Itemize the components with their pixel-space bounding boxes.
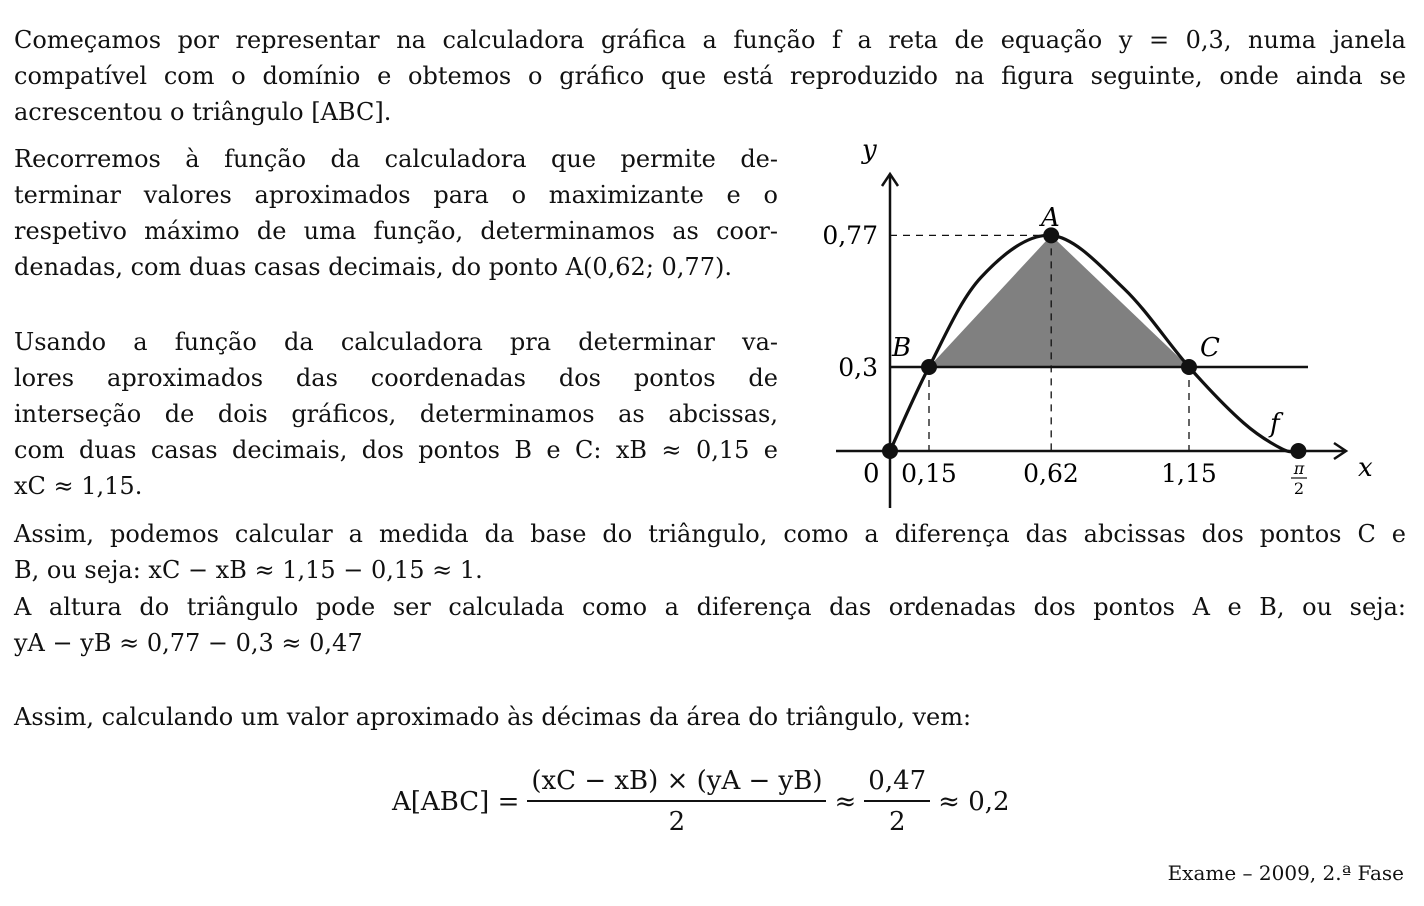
point-b-label: B xyxy=(892,333,912,363)
function-graph-figure xyxy=(800,130,1400,510)
y-axis-label: y xyxy=(862,135,877,165)
height-paragraph xyxy=(14,589,1406,661)
intersection-paragraph xyxy=(14,324,778,504)
point-a-label: A xyxy=(1041,203,1060,233)
formula-fraction-1 xyxy=(527,764,826,840)
area-formula xyxy=(392,762,1010,842)
intro-line-2: compatível com o domínio e obtemos o gráfico que está reproduzido na figura seguinte, onde ainda se xyxy=(14,62,1406,90)
height-line-2: yA − yB ≈ 0,77 − 0,3 ≈ 0,47 xyxy=(14,629,363,657)
intro-line-3: acrescentou o triângulo [ABC]. xyxy=(14,98,392,126)
height-line-1: A altura do triângulo pode ser calculada como a diferença das ordenadas dos pontos A e B, ou seja: xyxy=(14,593,1406,621)
origin-label: 0 xyxy=(863,459,880,489)
formula-numerator-1: (xC − xB) × (yA − yB) xyxy=(527,764,826,802)
x-axis-label: x xyxy=(1358,453,1373,483)
formula-result: ≈ 0,2 xyxy=(938,787,1010,817)
formula-lhs: A[ABC] = xyxy=(392,787,520,817)
x-tick-pi-half xyxy=(1291,459,1307,498)
x-tick-115: 1,15 xyxy=(1161,459,1217,488)
intersection-line-3: interseção de dois gráficos, determinamos as abcissas, xyxy=(14,400,778,428)
point-origin xyxy=(882,443,898,459)
y-tick-077: 0,77 xyxy=(822,221,878,250)
maximum-line-2: terminar valores aproximados para o maximizante e o xyxy=(14,181,778,209)
formula-approx: ≈ xyxy=(834,787,857,817)
base-paragraph xyxy=(14,516,1406,588)
maximum-line-3: respetivo máximo de uma função, determinamos as coor- xyxy=(14,217,778,245)
base-line-1: Assim, podemos calcular a medida da base do triângulo, como a diferença das abcissas dos pontos C e xyxy=(14,520,1406,548)
maximum-paragraph xyxy=(14,141,778,285)
formula-numerator-2: 0,47 xyxy=(864,764,930,802)
intersection-line-1: Usando a função da calculadora pra determinar va- xyxy=(14,328,778,356)
point-c xyxy=(1181,359,1197,375)
triangle-abc xyxy=(929,235,1189,367)
area-intro: Assim, calculando um valor aproximado às décimas da área do triângulo, vem: xyxy=(14,703,972,731)
x-tick-015: 0,15 xyxy=(901,459,957,488)
base-line-2: B, ou seja: xC − xB ≈ 1,15 − 0,15 ≈ 1. xyxy=(14,556,483,584)
function-f-label: f xyxy=(1270,409,1280,439)
maximum-line-1: Recorremos à função da calculadora que permite de- xyxy=(14,145,778,173)
exam-source: Exame – 2009, 2.ª Fase xyxy=(1167,861,1404,885)
x-tick-062: 0,62 xyxy=(1023,459,1079,488)
formula-denominator-2: 2 xyxy=(888,807,906,837)
point-c-label: C xyxy=(1200,333,1220,363)
point-pi-half xyxy=(1290,443,1306,459)
formula-fraction-2 xyxy=(864,764,930,840)
intro-line-1: Começamos por representar na calculadora gráfica a função f a reta de equação y = 0,3, numa janela xyxy=(14,26,1406,54)
pi-denominator: 2 xyxy=(1293,479,1305,498)
intro-paragraph xyxy=(14,22,1406,130)
intersection-line-2: lores aproximados das coordenadas dos pontos de xyxy=(14,364,778,392)
intersection-line-4: com duas casas decimais, dos pontos B e C: xB ≈ 0,15 e xyxy=(14,436,778,464)
intersection-line-5: xC ≈ 1,15. xyxy=(14,472,143,500)
point-b xyxy=(921,359,937,375)
y-tick-03: 0,3 xyxy=(838,353,878,382)
formula-denominator-1: 2 xyxy=(668,807,686,837)
maximum-line-4: denadas, com duas casas decimais, do ponto A(0,62; 0,77). xyxy=(14,253,732,281)
pi-numerator: π xyxy=(1293,459,1305,478)
